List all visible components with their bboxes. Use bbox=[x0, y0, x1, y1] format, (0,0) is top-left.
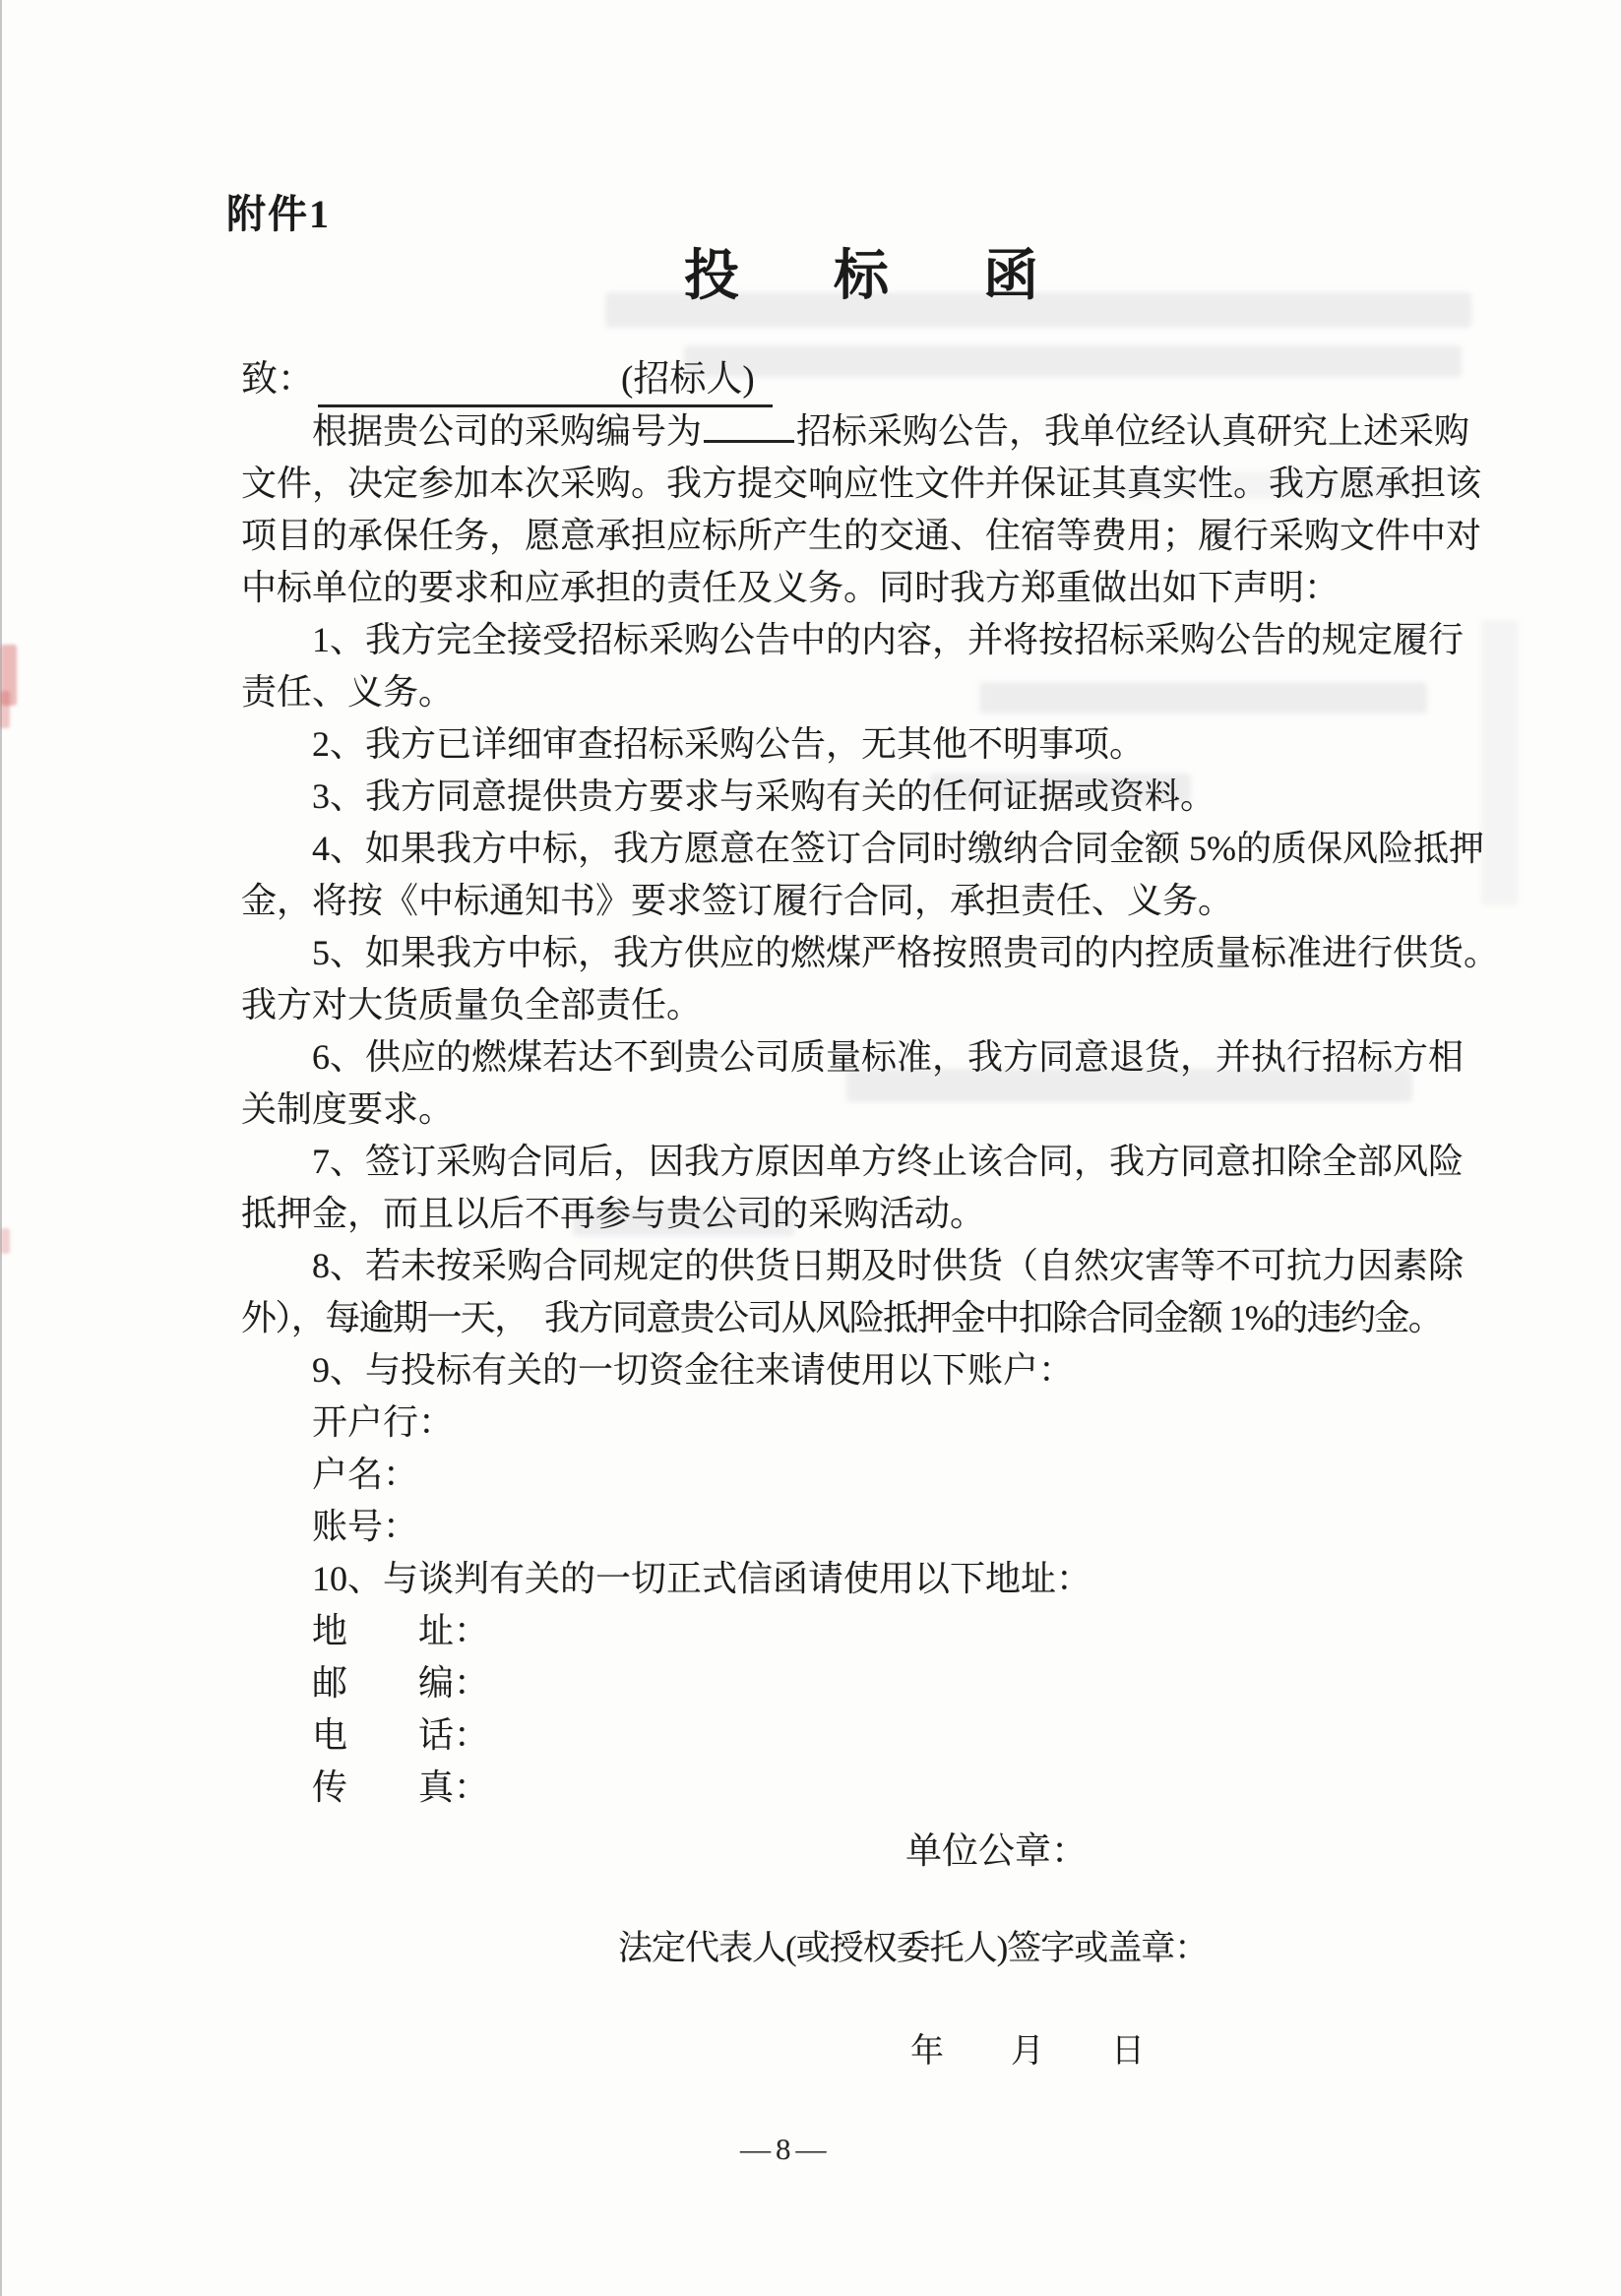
body-line: 中标单位的要求和应承担的责任及义务。同时我方郑重做出如下声明： bbox=[241, 568, 1340, 607]
body-line: 关制度要求。 bbox=[241, 1089, 455, 1129]
page-number: —8— bbox=[740, 2132, 832, 2166]
scan-edge-artifact bbox=[0, 0, 2, 2296]
body-line: 文件，决定参加本次采购。我方提交响应性文件并保证其真实性。我方愿承担该 bbox=[241, 464, 1482, 503]
opening-post: 招标采购公告，我单位经认真研究上述采购 bbox=[796, 411, 1470, 451]
body-line: 8、若未按采购合同规定的供货日期及时供货（自然灾害等不可抗力因素除 bbox=[312, 1246, 1465, 1285]
body-line: 我方对大货质量负全部责任。 bbox=[241, 985, 703, 1024]
opening-pre: 根据贵公司的采购编号为 bbox=[312, 411, 703, 451]
body-line-account-name: 户名： bbox=[312, 1455, 419, 1494]
body-line-fax: 传 真： bbox=[312, 1768, 490, 1807]
date-line: 年 月 日 bbox=[910, 2033, 1145, 2070]
body-line: 6、供应的燃煤若达不到贵公司质量标准，我方同意退货，并执行招标方相 bbox=[312, 1037, 1465, 1077]
body-line: 项目的承保任务，愿意承担应标所产生的交通、住宿等费用；履行采购文件中对 bbox=[241, 516, 1482, 555]
bleed-through-mark bbox=[684, 345, 1462, 377]
body-line-phone: 电 话： bbox=[312, 1715, 490, 1755]
company-seal-label: 单位公章： bbox=[905, 1831, 1088, 1872]
body-line: 9、与投标有关的一切资金往来请使用以下账户： bbox=[312, 1350, 1075, 1390]
salutation-line bbox=[241, 348, 773, 407]
legal-rep-signature-label: 法定代表人(或授权委托人)签字或盖章： bbox=[618, 1929, 1209, 1967]
salutation-prefix: 致： bbox=[241, 359, 314, 400]
recipient-blank bbox=[318, 390, 621, 391]
body-line: 2、我方已详细审查招标采购公告，无其他不明事项。 bbox=[312, 724, 1146, 764]
body-line: 7、签订采购合同后，因我方原因单方终止该合同，我方同意扣除全部风险 bbox=[312, 1142, 1465, 1181]
body-line-zipcode: 邮 编： bbox=[312, 1663, 490, 1703]
body-line-bank-name: 开户行： bbox=[312, 1402, 455, 1442]
red-ink-smudge bbox=[1, 1228, 10, 1254]
body-line: 10、与谈判有关的一切正式信函请使用以下地址： bbox=[312, 1559, 1092, 1598]
recipient-hint: (招标人) bbox=[621, 359, 755, 400]
procurement-number-blank bbox=[704, 406, 794, 443]
body-line: 责任、义务。 bbox=[241, 672, 455, 712]
body-line: 抵押金，而且以后不再参与贵公司的采购活动。 bbox=[241, 1194, 986, 1233]
body-line: 1、我方完全接受招标采购公告中的内容，并将按招标采购公告的规定履行 bbox=[312, 620, 1465, 659]
body-line: 外），每逾期一天， 我方同意贵公司从风险抵押金中扣除合同金额 1%的违约金。 bbox=[241, 1298, 1443, 1337]
recipient-blank-tail bbox=[755, 390, 773, 391]
body-line-account-no: 账号： bbox=[312, 1507, 419, 1546]
body-line: 5、如果我方中标，我方供应的燃煤严格按照贵司的内控质量标准进行供货。 bbox=[312, 933, 1500, 972]
body-line-opening bbox=[241, 405, 1521, 458]
attachment-label: 附件1 bbox=[226, 192, 331, 236]
body-line-address: 地 址： bbox=[312, 1611, 490, 1650]
recipient-underline bbox=[318, 348, 773, 407]
body-line: 金，将按《中标通知书》要求签订履行合同，承担责任、义务。 bbox=[241, 881, 1234, 920]
red-ink-smudge bbox=[0, 691, 10, 728]
body-line: 4、如果我方中标，我方愿意在签订合同时缴纳合同金额 5%的质保风险抵押 bbox=[312, 829, 1484, 868]
document-body bbox=[241, 405, 1521, 1814]
document-title: 投 标 函 bbox=[684, 246, 1058, 307]
body-line: 3、我方同意提供贵方要求与采购有关的任何证据或资料。 bbox=[312, 776, 1216, 816]
